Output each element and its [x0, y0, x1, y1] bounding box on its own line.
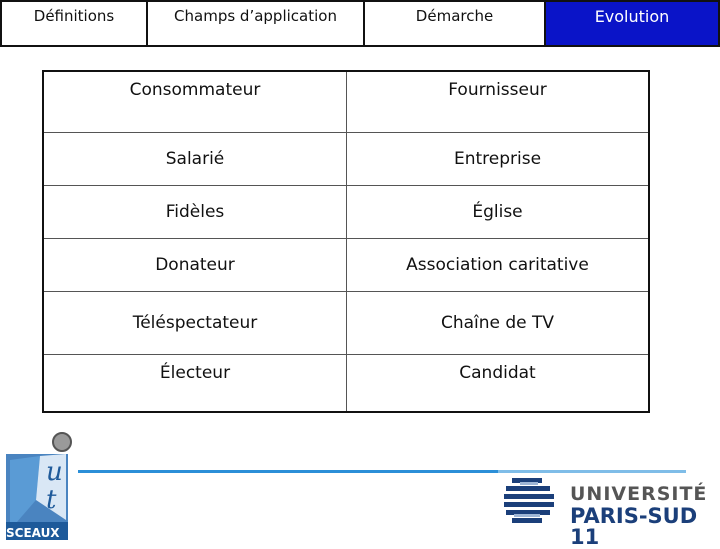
table-cell: Téléspectateur — [43, 292, 347, 355]
table-cell: Consommateur — [43, 71, 347, 133]
relationship-table — [42, 70, 650, 413]
svg-text:u: u — [46, 457, 63, 487]
table-cell: Salarié — [43, 133, 347, 186]
table-row — [43, 71, 649, 133]
tab-label: Evolution — [594, 7, 670, 26]
table-row — [43, 239, 649, 292]
table-cell: Électeur — [43, 355, 347, 413]
sceaux-label: SCEAUX — [6, 526, 60, 540]
table-row — [43, 133, 649, 186]
table-cell: Association caritative — [347, 239, 650, 292]
table-cell: Candidat — [347, 355, 650, 413]
svg-text:t: t — [46, 485, 57, 515]
table-row — [43, 292, 649, 355]
tab-evolution[interactable] — [544, 0, 720, 47]
table-cell: Fidèles — [43, 186, 347, 239]
university-line2: PARIS-SUD 11 — [570, 504, 698, 549]
tab-definitions[interactable] — [0, 0, 148, 47]
tab-label: Champs d’application — [174, 7, 337, 25]
tab-champs-application[interactable] — [146, 0, 365, 47]
table-row — [43, 186, 649, 239]
tab-demarche[interactable] — [363, 0, 546, 47]
university-name — [570, 485, 720, 548]
table-cell: Donateur — [43, 239, 347, 292]
iut-logo-icon — [0, 430, 80, 540]
university-line1: UNIVERSITÉ — [570, 483, 708, 505]
table-cell: Entreprise — [347, 133, 650, 186]
table-row — [43, 355, 649, 413]
table-cell: Chaîne de TV — [347, 292, 650, 355]
table-cell: Fournisseur — [347, 71, 650, 133]
table-cell: Église — [347, 186, 650, 239]
tab-label: Définitions — [33, 7, 115, 25]
tab-label: Démarche — [415, 7, 494, 25]
